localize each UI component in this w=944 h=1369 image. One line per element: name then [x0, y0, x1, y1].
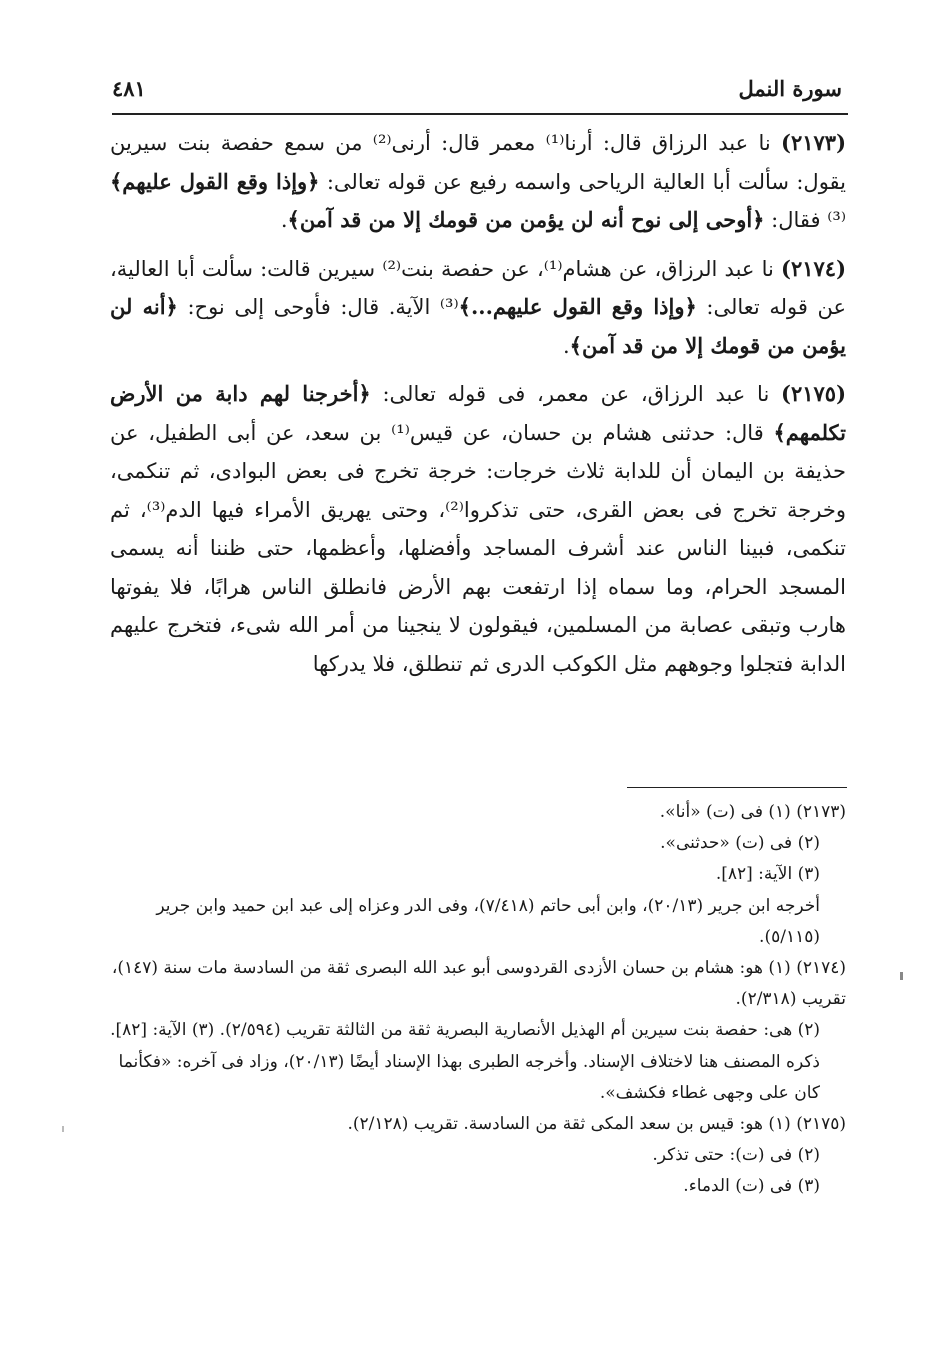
- footnote-line: (٣) فى (ت) الدماء.: [683, 1176, 820, 1197]
- hadith-text: قال: حدثنى هشام بن حسان، عن قيس⁽¹⁾ بن سعد، عن أبى الطفيل، عن حذيفة بن اليمان أن للدابة ثلاث خرجات: خرجة تخرج فى بعض البوادى، ثم تنكمى، وخرجة تخرج فى بعض القرى، حتى تذكروا⁽²⁾، وحتى يهريق الأمراء فيها الدم⁽³⁾، ثم تنكمى، فبينا الناس عند أشرف المساجد وأفضلها، وأعظمها، حتى ظننا أنه يسمى المسجد الحرام، وما سماه إذا ارتفعت بهم الأرض فانطلق الناس هرابًا، فلا يفوتها هارب وتبقى عصابة من المسلمين، فيقولون لا ينجينا من أمر الله شىء، فتخرج عليهم الدابة فتجلوا وجوههم مثل الكوكب الدرى ثم تنطلق، فلا يدركها: [110, 420, 846, 676]
- header-rule: [112, 113, 848, 115]
- hadith-text: نا عبد الرزاق قال: أرنا⁽¹⁾ معمر قال: أرنى⁽²⁾ من سمع حفصة بنت سيرين يقول: سألت أبا العالية الرياحى واسمه رفيع عن قوله تعالى:: [110, 131, 847, 194]
- hadith-paragraph: [110, 375, 846, 683]
- hadith-text: نا عبد الرزاق، عن هشام⁽¹⁾، عن حفصة بنت⁽²⁾ سيرين قالت: سألت أبا العالية، عن قوله تعالى:: [110, 256, 846, 319]
- main-text: [110, 124, 846, 693]
- footnote-line: أخرجه ابن جرير (٢٠/١٣)، وابن أبى حاتم (٧/٤١٨)، وفى الدر وعزاه إلى عبد ابن حميد وابن جرير (٥/١١٥).: [156, 895, 820, 947]
- hadith-paragraph: [110, 124, 846, 240]
- hadith-paragraph: [110, 250, 846, 366]
- footnote-separator: [627, 787, 847, 788]
- hadith-text: نا عبد الرزاق، عن معمر، فى قوله تعالى:: [370, 382, 782, 406]
- quran-quote: ﴿وإذا وقع القول عليهم﴾: [110, 168, 320, 194]
- scan-speck: [62, 1126, 64, 1132]
- footnote-line: ذكره المصنف هنا لاختلاف الإسناد. وأخرجه الطبرى بهذا الإسناد أيضًا (٢٠/١٣)، وزاد فى آخره: «فكأنما كان على وجهى غطاء فكشف».: [118, 1051, 820, 1103]
- hadith-text: ⁽³⁾ فقال:: [764, 208, 846, 232]
- page-number: ٤٨١: [112, 76, 146, 101]
- hadith-text: .: [562, 333, 570, 358]
- footnote-line: (٢) فى (ت) «حدثنى».: [660, 833, 820, 854]
- hadith-number: (٢١٧٣): [781, 130, 846, 155]
- hadith-number: (٢١٧٥): [781, 381, 847, 406]
- margin-mark: [900, 972, 903, 980]
- running-header: [112, 76, 842, 108]
- footnotes: [110, 797, 846, 1203]
- hadith-text: .: [280, 208, 288, 232]
- footnote-line: (٢١٧٣) (١) فى (ت) «أنا».: [659, 802, 846, 822]
- footnote-line: (٢١٧٤) (١) هو: هشام بن حسان الأزدى القردوسى أبو عبد الله البصرى ثقة من السادسة مات سنة (١٤٧)، تقريب (٢/٣١٨).: [111, 958, 846, 1010]
- footnote-line: (٢١٧٥) (١) هو: قيس بن سعد المكى ثقة من السادسة. تقريب (٢/١٢٨).: [347, 1114, 846, 1135]
- footnote-line: (٢) هى: حفصة بنت سيرين أم الهذيل الأنصارية البصرية ثقة من الثالثة تقريب (٢/٥٩٤). (٣) الآية: [٨٢].: [110, 1020, 820, 1041]
- quran-quote: ﴿أنه لن يؤمن من قومك إلا من قد آمن﴾: [110, 294, 846, 358]
- quran-quote: ﴿وإذا وقع القول عليهم...﴾: [458, 294, 697, 319]
- surah-title: سورة النمل: [738, 76, 842, 101]
- footnote-line: (٣) الآية: [٨٢].: [715, 864, 820, 885]
- quran-quote: ﴿أخرجنا لهم دابة من الأرض تكلمهم﴾: [110, 381, 846, 445]
- footnote-line: (٢) فى (ت): حتى تذكر.: [652, 1145, 820, 1166]
- quran-quote: ﴿أوحى إلى نوح أنه لن يؤمن من قومك إلا من قد آمن﴾: [287, 207, 765, 232]
- hadith-number: (٢١٧٤): [781, 255, 847, 281]
- hadith-text: ⁽³⁾ الآية. قال: فأوحى إلى نوح:: [177, 295, 459, 319]
